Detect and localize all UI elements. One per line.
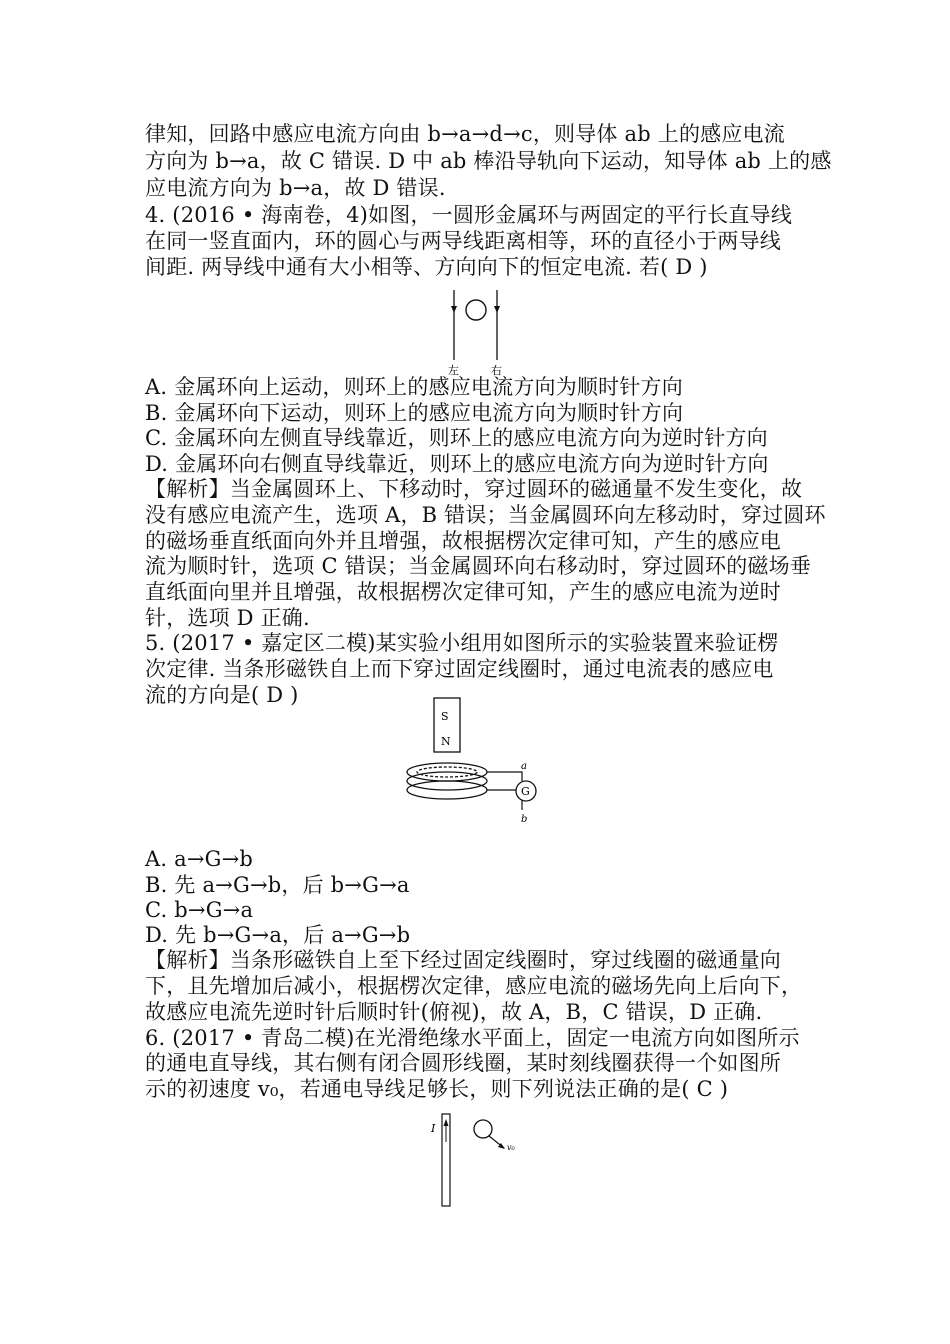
paragraph-line: 律知，回路中感应电流方向由 b→a→d→c，则导体 ab 上的感应电流 bbox=[145, 122, 785, 146]
question-4-analysis: 流为顺时针，选项 C 错误；当金属圆环向右移动时，穿过圆环的磁场垂 bbox=[145, 554, 812, 578]
question-4-analysis: 直纸面向里并且增强，故根据楞次定律可知，产生的感应电流为逆时 bbox=[145, 580, 781, 604]
magnet-s-pole: S bbox=[441, 710, 449, 723]
terminal-a-label: a bbox=[521, 761, 527, 772]
question-4-option-d: D. 金属环向右侧直导线靠近，则环上的感应电流方向为逆时针方向 bbox=[145, 452, 769, 476]
coil bbox=[407, 763, 487, 799]
question-4-analysis: 没有感应电流产生，选项 A，B 错误；当金属圆环向左移动时，穿过圆环 bbox=[145, 503, 826, 527]
question-4-option-a: A. 金属环向上运动，则环上的感应电流方向为顺时针方向 bbox=[145, 375, 683, 399]
right-label: 右 bbox=[491, 364, 502, 376]
question-5-stem: 次定律. 当条形磁铁自上而下穿过固定线圈时，通过电流表的感应电 bbox=[145, 657, 774, 681]
galvanometer-label: G bbox=[521, 785, 530, 798]
question-5-option-a: A. a→G→b bbox=[145, 847, 254, 871]
question-5-analysis: 下，且先增加后减小，根据楞次定律，感应电流的磁场先向上后向下， bbox=[145, 974, 803, 998]
paragraph-line: 应电流方向为 b→a，故 D 错误. bbox=[145, 176, 446, 200]
circular-coil bbox=[474, 1120, 492, 1138]
velocity-label: v₀ bbox=[507, 1143, 515, 1152]
question-4-analysis: 【解析】当金属圆环上、下移动时，穿过圆环的磁通量不发生变化，故 bbox=[145, 477, 803, 501]
question-4-figure bbox=[440, 290, 520, 376]
question-6-stem: 示的初速度 v₀，若通电导线足够长，则下列说法正确的是( C ) bbox=[145, 1077, 729, 1101]
question-5-analysis: 【解析】当条形磁铁自上至下经过固定线圈时，穿过线圈的磁通量向 bbox=[145, 948, 781, 972]
magnet-n-pole: N bbox=[441, 735, 451, 748]
question-4-option-c: C. 金属环向左侧直导线靠近，则环上的感应电流方向为逆时针方向 bbox=[145, 426, 768, 450]
question-4-stem: 在同一竖直面内，环的圆心与两导线距离相等，环的直径小于两导线 bbox=[145, 229, 781, 253]
question-5-stem: 流的方向是( D ) bbox=[145, 683, 299, 707]
metal-ring bbox=[466, 300, 486, 320]
right-wire-arrow bbox=[494, 306, 500, 313]
left-wire-arrow bbox=[451, 306, 457, 313]
question-4-stem: 间距. 两导线中通有大小相等、方向向下的恒定电流. 若( D ) bbox=[145, 255, 708, 279]
paragraph-line: 方向为 b→a，故 C 错误. D 中 ab 棒沿导轨向下运动，知导体 ab 上的感 bbox=[145, 149, 832, 173]
question-4-analysis: 针，选项 D 正确. bbox=[145, 606, 310, 630]
question-5-option-d: D. 先 b→G→a，后 a→G→b bbox=[145, 923, 411, 947]
question-5-analysis: 故感应电流先逆时针后顺时针(俯视)，故 A，B，C 错误，D 正确. bbox=[145, 1000, 763, 1024]
question-4-analysis: 的磁场垂直纸面向外并且增强，故根据楞次定律可知，产生的感应电 bbox=[145, 529, 781, 553]
question-5-option-b: B. 先 a→G→b，后 b→G→a bbox=[145, 873, 410, 897]
question-4-option-b: B. 金属环向下运动，则环上的感应电流方向为顺时针方向 bbox=[145, 401, 684, 425]
question-5-stem: 5. (2017 • 嘉定区二模)某实验小组用如图所示的实验装置来验证楞 bbox=[145, 631, 779, 655]
left-label: 左 bbox=[448, 364, 459, 376]
current-label: I bbox=[431, 1122, 436, 1135]
question-5-option-c: C. b→G→a bbox=[145, 898, 254, 922]
question-6-stem: 的通电直导线，其右侧有闭合圆形线圈，某时刻线圈获得一个如图所 bbox=[145, 1051, 781, 1075]
question-6-stem: 6. (2017 • 青岛二模)在光滑绝缘水平面上，固定一电流方向如图所示 bbox=[145, 1026, 800, 1050]
lead-wire-a bbox=[487, 772, 522, 781]
question-4-stem: 4. (2016 • 海南卷，4)如图，一圆形金属环与两固定的平行长直导线 bbox=[145, 203, 793, 227]
question-6-figure bbox=[425, 1112, 535, 1208]
terminal-b-label: b bbox=[521, 814, 528, 825]
question-5-figure bbox=[400, 696, 560, 826]
